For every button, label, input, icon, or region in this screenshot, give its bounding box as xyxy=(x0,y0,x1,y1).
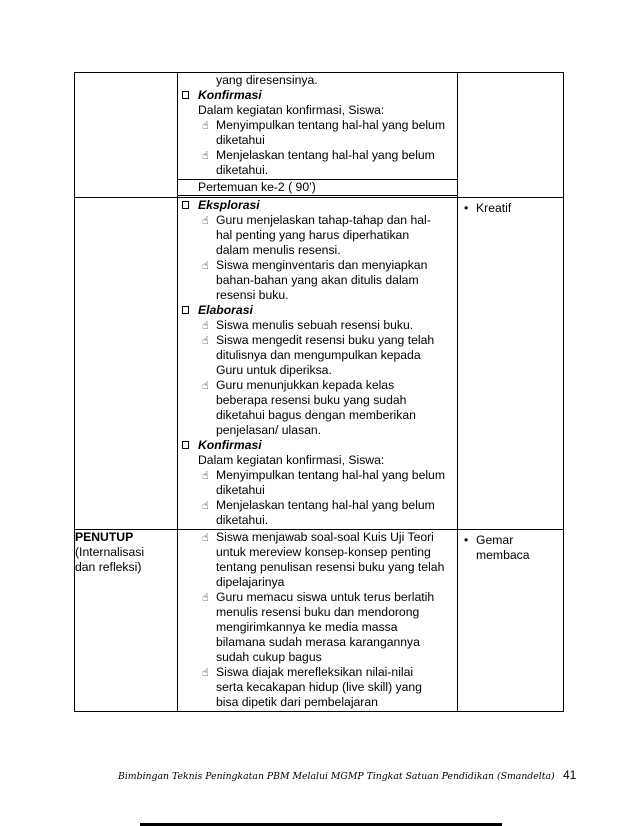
footer-text: Bimbingan Teknis Peningkatan PBM Melalui MGMP Tingkat Satuan Pendidikan (Smandelta) xyxy=(118,771,555,782)
phase-heading: Konfirmasi xyxy=(178,88,457,103)
meeting-label: Pertemuan ke-2 ( 90’) xyxy=(178,179,457,196)
activity-item: ☝ Siswa mengedit resensi buku yang telah xyxy=(202,333,435,347)
activity-item: ☝ Siswa menginventaris dan menyiapkan xyxy=(202,258,428,272)
square-bullet-icon xyxy=(182,201,189,209)
activity-item-cont: bisa dipetik dari pembelajaran xyxy=(216,695,378,709)
section-title: PENUTUP xyxy=(75,530,134,544)
activity-item-cont: yang diresensinya. xyxy=(216,73,318,87)
activity-item-cont: Guru untuk diperiksa. xyxy=(216,363,332,377)
activity-item-cont: dalam menulis resensi. xyxy=(216,243,341,257)
activity-item-cont: bilamana sudah merasa karangannya xyxy=(216,635,420,649)
activity-item: ☝ Siswa menulis sebuah resensi buku. xyxy=(202,318,414,332)
phase-heading: Konfirmasi xyxy=(178,438,457,453)
activity-item-cont: bahan-bahan yang akan ditulis dalam xyxy=(216,273,419,287)
activity-item-cont: sudah cukup bagus xyxy=(216,650,322,664)
activity-item: ☝ Menyimpulkan tentang hal-hal yang belum xyxy=(202,118,445,132)
section-cell xyxy=(75,73,178,198)
activity-item-cont: tentang penulisan resensi buku yang telah xyxy=(216,560,445,574)
character-value-cont: membaca xyxy=(476,548,530,562)
value-cell xyxy=(458,198,564,530)
activity-item-cont: diketahui bagus dengan memberikan xyxy=(216,408,416,422)
phase-heading: Eksplorasi xyxy=(178,198,457,213)
pointing-hand-icon: ☝ xyxy=(202,666,209,679)
section-subtitle: (Internalisasi xyxy=(75,545,145,559)
activity-cell xyxy=(178,530,458,712)
activity-item-cont: diketahui. xyxy=(216,163,269,177)
activity-item: ☝ Siswa menjawab soal-soal Kuis Uji Teori xyxy=(202,530,434,544)
square-bullet-icon xyxy=(182,441,189,449)
activity-item-cont: ditulisnya dan mengumpulkan kepada xyxy=(216,348,421,362)
activity-item-cont: untuk mereview konsep-konsep penting xyxy=(216,545,431,559)
value-cell xyxy=(458,530,564,712)
pointing-hand-icon: ☝ xyxy=(202,149,209,162)
activity-item-cont: diketahui xyxy=(216,483,265,497)
activity-item-cont: menulis resensi buku dan mendorong xyxy=(216,605,420,619)
phase-heading: Elaborasi xyxy=(178,303,457,318)
activity-item-cont: resensi buku. xyxy=(216,288,289,302)
pointing-hand-icon: ☝ xyxy=(202,119,209,132)
pointing-hand-icon: ☝ xyxy=(202,591,209,604)
activity-item-cont: diketahui. xyxy=(216,513,269,527)
pointing-hand-icon: ☝ xyxy=(202,531,209,544)
activity-item: ☝ Guru menjelaskan tahap-tahap dan hal- xyxy=(202,213,431,227)
character-value: • Kreatif xyxy=(464,201,512,215)
activity-item-cont: beberapa resensi buku yang sudah xyxy=(216,393,407,407)
bullet-icon: • xyxy=(464,201,469,215)
activity-item: ☝ Menyimpulkan tentang hal-hal yang belum xyxy=(202,468,445,482)
pointing-hand-icon: ☝ xyxy=(202,214,209,227)
bullet-icon: • xyxy=(464,533,469,547)
pointing-hand-icon: ☝ xyxy=(202,379,209,392)
activity-item: ☝ Guru menunjukkan kepada kelas xyxy=(202,378,395,392)
activity-item-cont: dipelajarinya xyxy=(216,575,285,589)
activity-item: ☝ Siswa diajak merefleksikan nilai-nilai xyxy=(202,665,414,679)
activity-item-cont: diketahui xyxy=(216,133,265,147)
activity-item-cont: hal penting yang harus diperhatikan xyxy=(216,228,410,242)
activity-cell xyxy=(178,198,458,530)
table-row xyxy=(75,73,564,198)
activity-item: ☝ Menjelaskan tentang hal-hal yang belum xyxy=(202,498,435,512)
square-bullet-icon xyxy=(182,91,189,99)
pointing-hand-icon: ☝ xyxy=(202,319,209,332)
character-value: • Gemar xyxy=(464,533,514,547)
pointing-hand-icon: ☝ xyxy=(202,499,209,512)
page-number: 41 xyxy=(563,768,577,782)
table-row xyxy=(75,530,564,712)
activity-item: ☝ Guru memacu siswa untuk terus berlatih xyxy=(202,590,435,604)
activity-item-cont: mengirimkannya ke media massa xyxy=(216,620,398,634)
activity-intro: Dalam kegiatan konfirmasi, Siswa: xyxy=(198,103,385,117)
square-bullet-icon xyxy=(182,306,189,314)
pointing-hand-icon: ☝ xyxy=(202,469,209,482)
activity-intro: Dalam kegiatan konfirmasi, Siswa: xyxy=(198,453,385,467)
pointing-hand-icon: ☝ xyxy=(202,334,209,347)
section-subtitle: dan refleksi) xyxy=(75,560,142,574)
lesson-plan-table xyxy=(74,72,564,712)
table-row xyxy=(75,198,564,530)
activity-cell xyxy=(178,73,458,198)
activity-item-cont: serta kecakapan hidup (live skill) yang xyxy=(216,680,422,694)
section-cell xyxy=(75,530,178,712)
activity-item: ☝ Menjelaskan tentang hal-hal yang belum xyxy=(202,148,435,162)
pointing-hand-icon: ☝ xyxy=(202,259,209,272)
activity-item-cont: penjelasan/ ulasan. xyxy=(216,423,322,437)
section-cell xyxy=(75,198,178,530)
value-cell xyxy=(458,73,564,198)
